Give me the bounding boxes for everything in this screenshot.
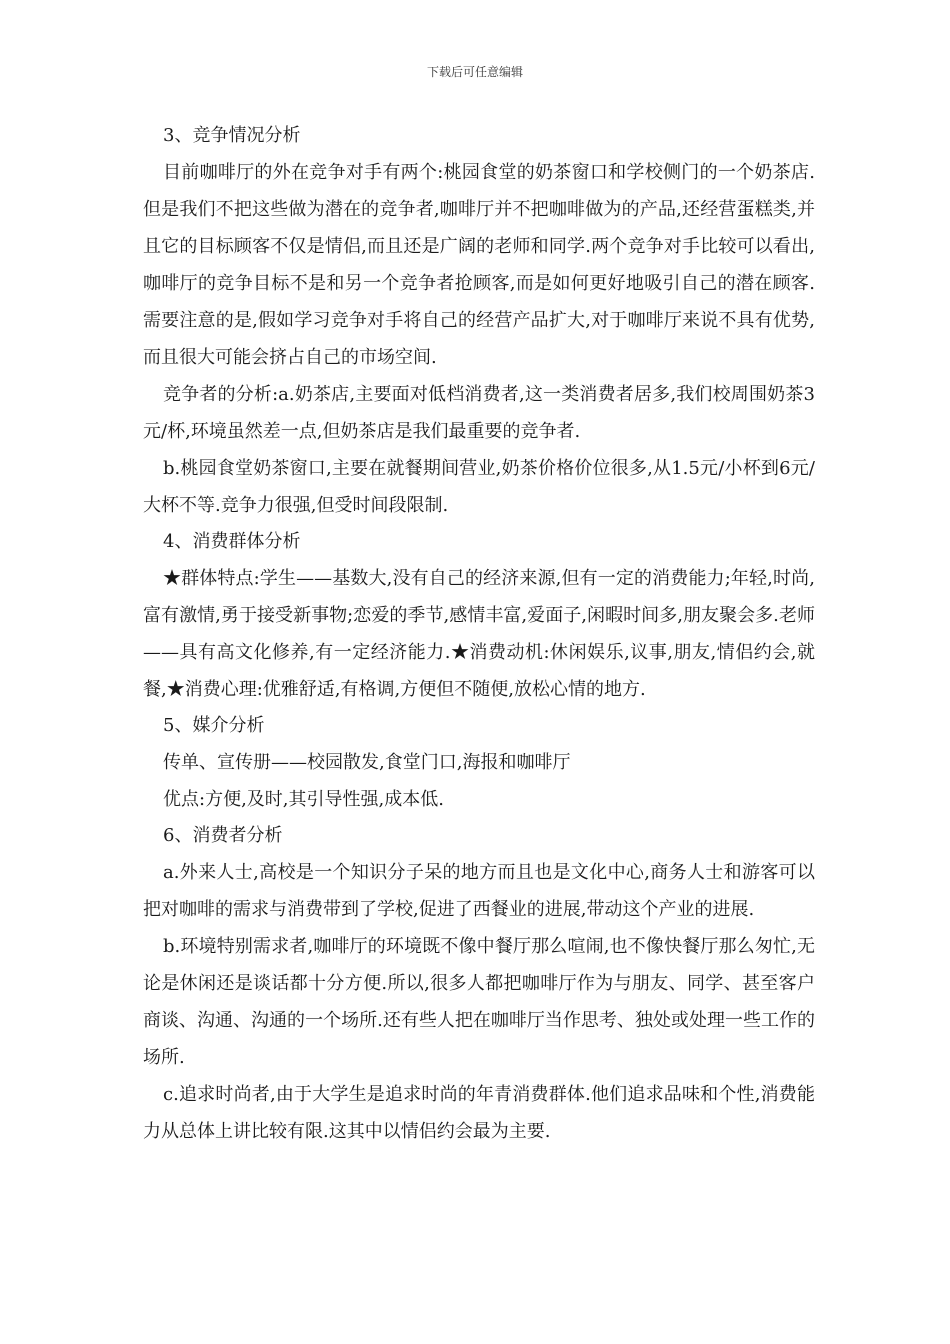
paragraph-competitor-a: 竞争者的分析:a.奶茶店,主要面对低档消费者,这一类消费者居多,我们校周围奶茶3元/杯,环境虽然差一点,但奶茶店是我们最重要的竞争者. [143,384,815,442]
section-heading-consumer-groups: 4、消费群体分析 [163,531,301,552]
document-body [143,118,815,1150]
paragraph-group-traits: ★群体特点:学生——基数大,没有自己的经济来源,但有一定的消费能力;年轻,时尚,富有激情,勇于接受新事物;恋爱的季节,感情丰富,爱面子,闲暇时间多,朋友聚会多.老师——具有高文化修养,有一定经济能力.★消费动机:休闲娱乐,议事,朋友,情侣约会,就餐,★消费心理:优雅舒适,有格调,方便但不随便,放松心情的地方. [143,568,815,700]
paragraph-competitor-b: b.桃园食堂奶茶窗口,主要在就餐期间营业,奶茶价格价位很多,从1.5元/小杯到6元/大杯不等.竞争力很强,但受时间段限制. [143,458,815,516]
section-heading-competition: 3、竞争情况分析 [163,125,301,146]
section-heading-consumers: 6、消费者分析 [163,825,283,846]
page-header-note: 下载后可任意编辑 [426,65,523,79]
paragraph-consumer-c: c.追求时尚者,由于大学生是追求时尚的年青消费群体.他们追求品味和个性,消费能力从总体上讲比较有限.这其中以情侣约会最为主要. [143,1084,815,1142]
paragraph-consumer-b: b.环境特别需求者,咖啡厅的环境既不像中餐厅那么喧闹,也不像快餐厅那么匆忙,无论是休闲还是谈话都十分方便.所以,很多人都把咖啡厅作为与朋友、同学、甚至客户商谈、沟通、沟通的一个场所.还有些人把在咖啡厅当作思考、独处或处理一些工作的场所. [143,936,815,1068]
section-heading-media: 5、媒介分析 [163,715,265,736]
paragraph-media-advantages: 优点:方便,及时,其引导性强,成本低. [163,789,444,810]
paragraph-competition-overview: 目前咖啡厅的外在竞争对手有两个:桃园食堂的奶茶窗口和学校侧门的一个奶茶店.但是我们不把这些做为潜在的竞争者,咖啡厅并不把咖啡做为的产品,还经营蛋糕类,并且它的目标顾客不仅是情侣,而且还是广阔的老师和同学.两个竞争对手比较可以看出,咖啡厅的竞争目标不是和另一个竞争者抢顾客,而是如何更好地吸引自己的潜在顾客.需要注意的是,假如学习竞争对手将自己的经营产品扩大,对于咖啡厅来说不具有优势,而且很大可能会挤占自己的市场空间. [143,162,815,368]
paragraph-consumer-a: a.外来人士,高校是一个知识分子呆的地方而且也是文化中心,商务人士和游客可以把对咖啡的需求与消费带到了学校,促进了西餐业的进展,带动这个产业的进展. [143,862,815,920]
paragraph-media-channels: 传单、宣传册——校园散发,食堂门口,海报和咖啡厅 [163,752,571,773]
